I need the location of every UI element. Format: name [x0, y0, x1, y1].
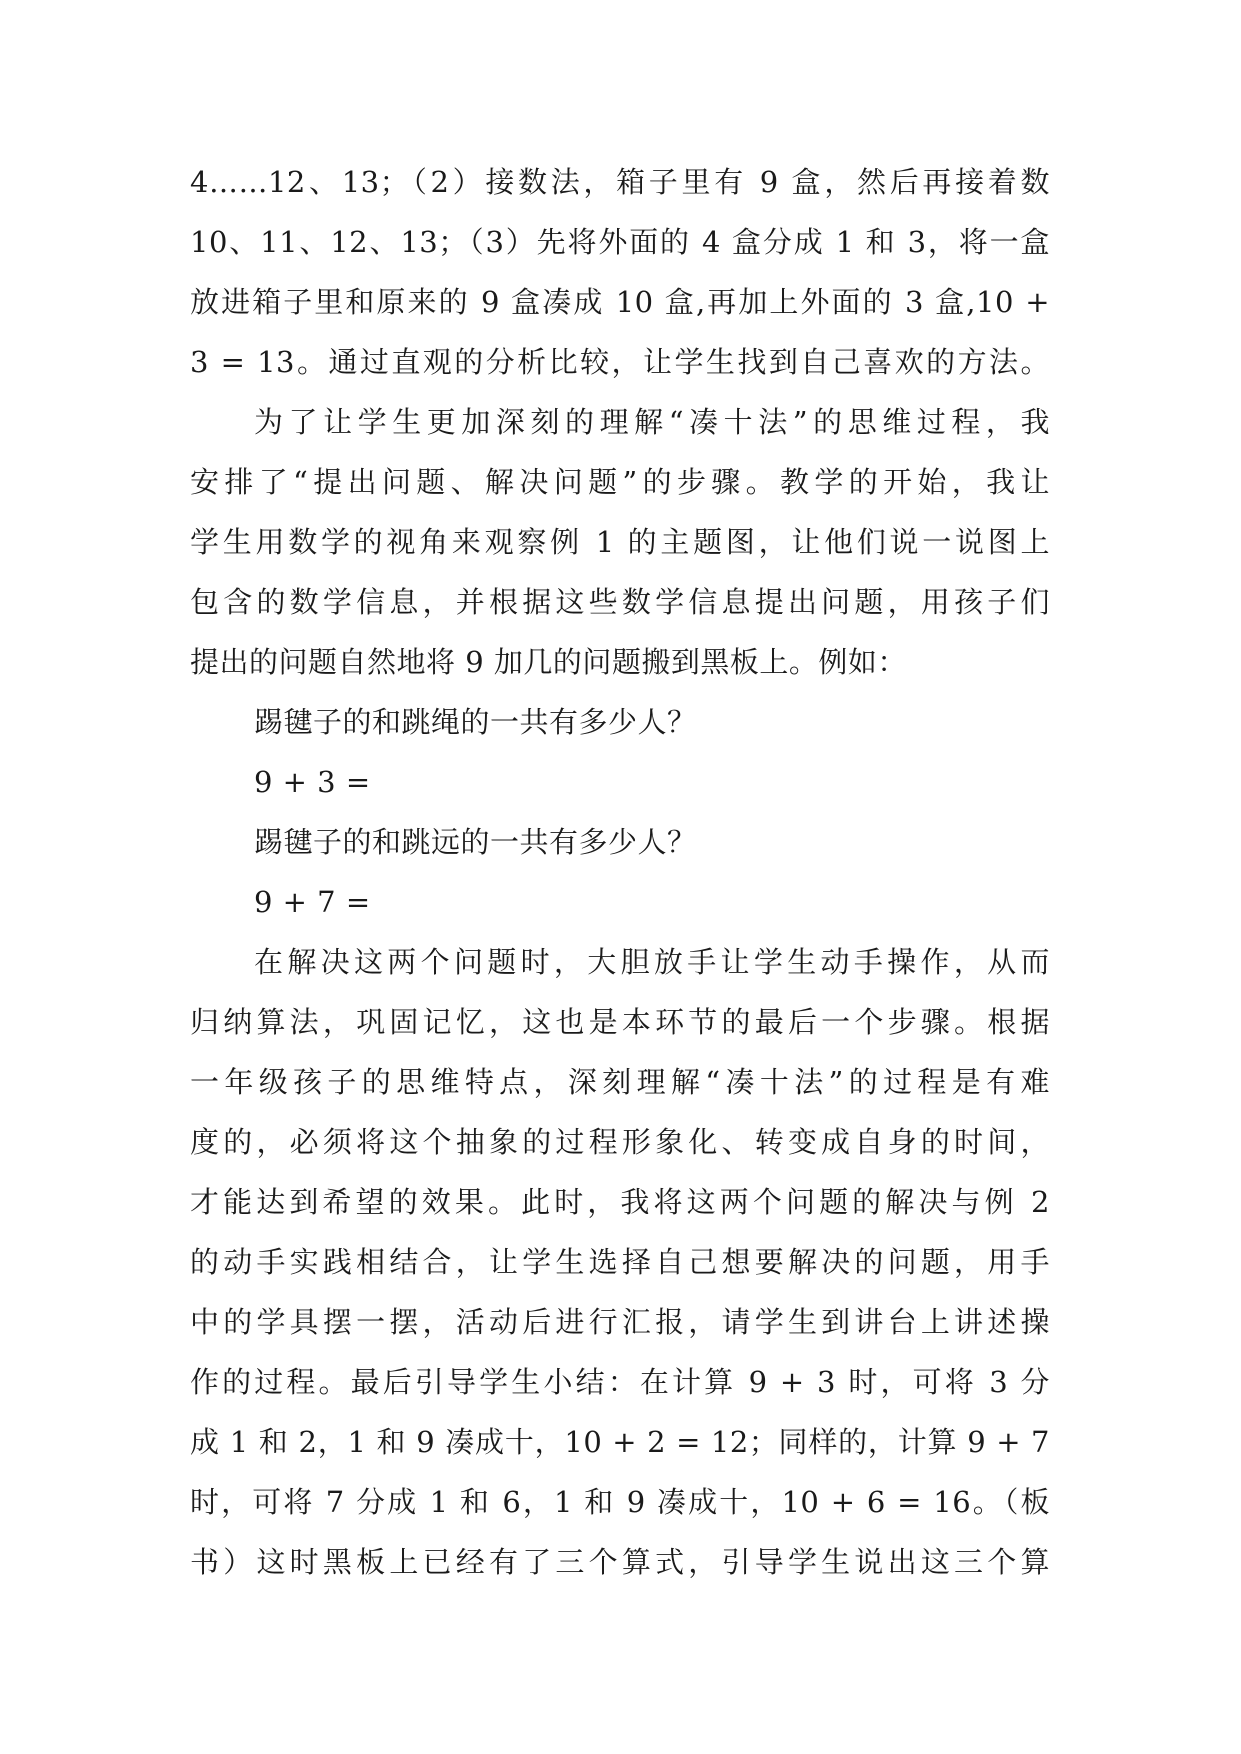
- text-line-19: 的动手实践相结合，让学生选择自己想要解决的问题，用手: [190, 1245, 1050, 1279]
- equation-line-1: 9 + 3 =: [254, 765, 371, 799]
- text-line-1: 4……12、13；（2）接数法，箱子里有 9 盒，然后再接着数: [190, 165, 1050, 199]
- text-line-6: 安排了“提出问题、解决问题”的步骤。教学的开始，我让: [190, 465, 1050, 499]
- text-line-17: 度的，必须将这个抽象的过程形象化、转变成自身的时间，: [190, 1125, 1050, 1159]
- text-line-14: 在解决这两个问题时，大胆放手让学生动手操作，从而: [254, 945, 1050, 979]
- text-line-24: 书）这时黑板上已经有了三个算式，引导学生说出这三个算: [190, 1545, 1050, 1579]
- text-line-8: 包含的数学信息，并根据这些数学信息提出问题，用孩子们: [190, 585, 1050, 619]
- text-line-9: 提出的问题自然地将 9 加几的问题搬到黑板上。例如：: [190, 645, 907, 679]
- text-line-7: 学生用数学的视角来观察例 1 的主题图，让他们说一说图上: [190, 525, 1050, 559]
- text-line-18: 才能达到希望的效果。此时，我将这两个问题的解决与例 2: [190, 1185, 1050, 1219]
- text-line-21: 作的过程。最后引导学生小结：在计算 9 + 3 时，可将 3 分: [190, 1365, 1050, 1399]
- text-line-5: 为了让学生更加深刻的理解“凑十法”的思维过程，我: [254, 405, 1050, 439]
- text-line-23: 时，可将 7 分成 1 和 6，1 和 9 凑成十，10 + 6 = 16。（板: [190, 1485, 1050, 1519]
- text-line-15: 归纳算法，巩固记忆，这也是本环节的最后一个步骤。根据: [190, 1005, 1050, 1039]
- text-line-2: 10、11、12、13；（3）先将外面的 4 盒分成 1 和 3，将一盒: [190, 225, 1050, 259]
- text-line-20: 中的学具摆一摆，活动后进行汇报，请学生到讲台上讲述操: [190, 1305, 1050, 1339]
- text-line-3: 放进箱子里和原来的 9 盒凑成 10 盒,再加上外面的 3 盒,10 +: [190, 285, 1050, 319]
- text-line-4: 3 = 13。通过直观的分析比较，让学生找到自己喜欢的方法。: [190, 345, 1050, 379]
- text-line-16: 一年级孩子的思维特点，深刻理解“凑十法”的过程是有难: [190, 1065, 1050, 1099]
- text-line-22: 成 1 和 2，1 和 9 凑成十，10 + 2 = 12；同样的，计算 9 + 7: [190, 1425, 1050, 1459]
- question-line-2: 踢毽子的和跳远的一共有多少人？: [254, 825, 697, 859]
- question-line-1: 踢毽子的和跳绳的一共有多少人？: [254, 705, 697, 739]
- equation-line-2: 9 + 7 =: [254, 885, 371, 919]
